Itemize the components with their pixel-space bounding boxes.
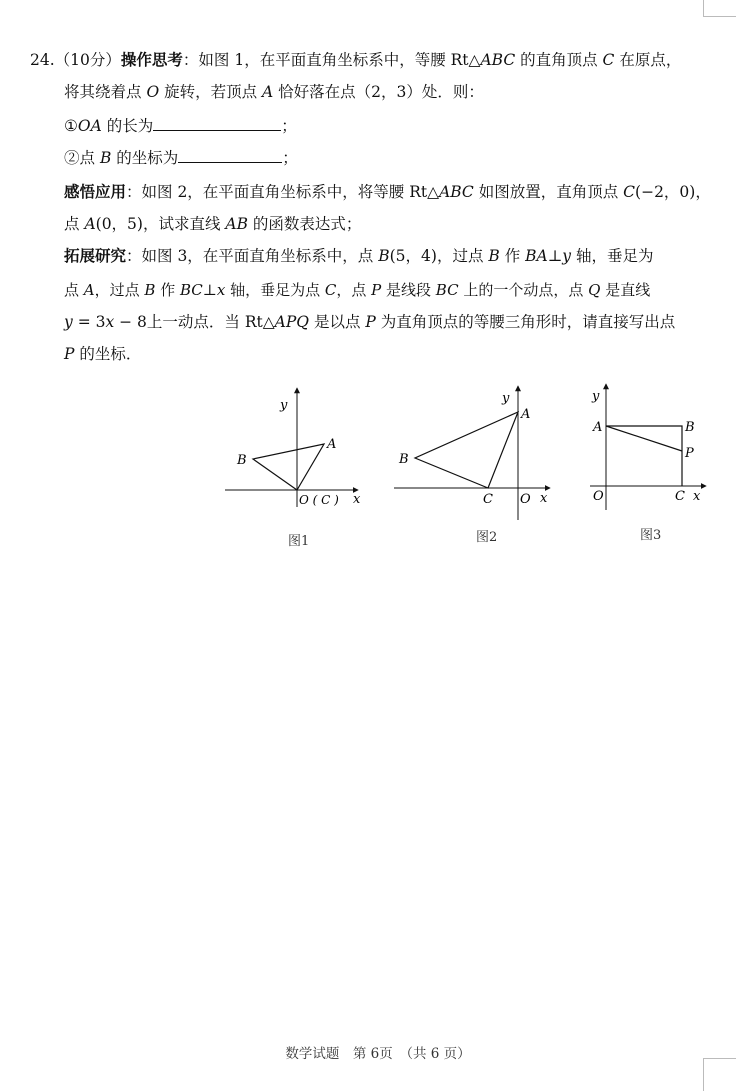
text: ⊥ (547, 247, 563, 265)
fig2-triangle (415, 412, 518, 488)
text: 的直角顶点 (515, 51, 603, 69)
fig2-label-B: B (399, 452, 409, 467)
text: ABC (480, 51, 516, 69)
text: x (105, 313, 115, 331)
part3-line-1 (64, 246, 654, 266)
text: BC (435, 281, 459, 299)
text: Q (588, 281, 601, 299)
text: BA (525, 247, 548, 265)
question-line-2 (64, 82, 484, 102)
text: A (84, 215, 96, 233)
fig1-label-origin: O ( C ) (299, 493, 339, 507)
answer-blank-2[interactable] (178, 148, 282, 163)
text: C (324, 281, 337, 299)
text: O (146, 83, 160, 101)
part2-line-2 (64, 214, 361, 234)
text: 作 (155, 281, 180, 299)
text: 是直线 (600, 281, 651, 299)
text: ； (281, 117, 297, 135)
fig2-label-O: O (520, 492, 531, 507)
question-points: （10分） (54, 51, 121, 69)
sub-question-2 (64, 148, 298, 168)
text: 点 (64, 215, 85, 233)
fig3-label-P: P (685, 446, 694, 461)
text: = 3 (72, 313, 106, 331)
text: x (216, 281, 226, 299)
fig2-y-label: y (502, 391, 510, 406)
part3-line-2 (64, 280, 650, 300)
page-corner-mark-bottom (703, 1058, 736, 1091)
text: P (64, 345, 75, 363)
text: 上的一个动点，点 (458, 281, 589, 299)
text: 如图放置，直角顶点 (473, 183, 624, 201)
text: 为直角顶点的等腰三角形时，请直接写出点 (375, 313, 676, 331)
text: 是以点 (309, 313, 366, 331)
fig2-label-A: A (521, 407, 531, 422)
fig2-label-C: C (483, 492, 493, 507)
sub-question-1 (64, 116, 297, 136)
fig3-segment-AP (606, 426, 682, 451)
text: ； (282, 149, 298, 167)
text: y (64, 313, 73, 331)
text: AB (225, 215, 248, 233)
text: ：如图 1，在平面直角坐标系中，等腰 Rt△ (182, 51, 481, 69)
part3-heading: 拓展研究 (64, 247, 127, 265)
text: 的函数表达式； (247, 215, 362, 233)
text: C (602, 51, 615, 69)
fig3-y-label: y (592, 389, 600, 404)
fig1-triangle (253, 444, 324, 490)
question-number: 24. (30, 51, 55, 69)
text: 上一动点．当 Rt△ (146, 313, 275, 331)
fig3-rectangle-sides (606, 426, 682, 486)
text: P (371, 281, 382, 299)
text: A (262, 83, 274, 101)
text: 将其绕着点 (64, 83, 147, 101)
fig2-caption: 图2 (476, 530, 498, 545)
part2-heading: 感悟应用 (64, 183, 127, 201)
page-corner-mark-top (703, 0, 736, 17)
figure-3 (588, 380, 713, 543)
text: A (83, 281, 95, 299)
text: ABC (439, 183, 474, 201)
question-line-1 (30, 50, 681, 70)
text: APQ (274, 313, 310, 331)
text: ① (64, 117, 78, 135)
text: y (562, 247, 572, 265)
text: BC (179, 281, 203, 299)
text: 的坐标． (74, 345, 142, 363)
text: P (365, 313, 376, 331)
figure-2-diagram (392, 382, 557, 522)
text: 轴，垂足为 (571, 247, 654, 265)
text: B (99, 149, 112, 167)
text: OA (77, 117, 102, 135)
text: 轴，垂足为点 (225, 281, 325, 299)
text: 是线段 (381, 281, 436, 299)
fig3-label-O: O (593, 489, 604, 504)
text: (0，5)，试求直线 (95, 215, 226, 233)
part3-line-4 (64, 344, 141, 364)
fig1-label-A: A (327, 437, 337, 452)
text: B (488, 247, 500, 265)
text: ②点 (64, 149, 100, 167)
text: 的长为 (101, 117, 154, 135)
text: (−2，0)， (635, 183, 711, 201)
figure-1 (220, 382, 370, 549)
text: B (378, 247, 390, 265)
fig1-caption: 图1 (288, 534, 310, 549)
text: ，点 (336, 281, 372, 299)
part2-line-1 (64, 182, 711, 202)
text: 作 (499, 247, 526, 265)
part1-heading: 操作思考 (120, 51, 183, 69)
fig2-x-label: x (540, 491, 548, 506)
fig1-y-label: y (280, 398, 288, 413)
fig3-label-C: C (675, 489, 685, 504)
answer-blank-1[interactable] (153, 116, 281, 131)
text: ⊥ (202, 281, 217, 299)
page-footer: 数学试题 第 6页 （共 6 页） (285, 1046, 471, 1062)
text: C (623, 183, 636, 201)
text: ，过点 (94, 281, 145, 299)
text: 旋转，若顶点 (159, 83, 263, 101)
fig3-caption: 图3 (640, 528, 662, 543)
text: 的坐标为 (111, 149, 179, 167)
text: 在原点， (614, 51, 682, 69)
text: (5，4)，过点 (389, 247, 489, 265)
fig1-x-label: x (353, 492, 361, 507)
text: ：如图 2，在平面直角坐标系中，将等腰 Rt△ (126, 183, 440, 201)
part3-line-3 (64, 312, 675, 332)
text: 点 (64, 281, 84, 299)
fig3-x-label: x (693, 489, 701, 504)
figure-2 (392, 382, 557, 545)
fig3-label-B: B (685, 420, 695, 435)
fig1-label-B: B (237, 453, 247, 468)
fig3-label-A: A (593, 420, 603, 435)
text: − 8 (114, 313, 147, 331)
figure-3-diagram (588, 380, 713, 515)
text: ：如图 3，在平面直角坐标系中，点 (126, 247, 379, 265)
text: 恰好落在点（2，3）处．则： (273, 83, 484, 101)
text: B (144, 281, 156, 299)
figure-1-diagram (220, 382, 370, 512)
